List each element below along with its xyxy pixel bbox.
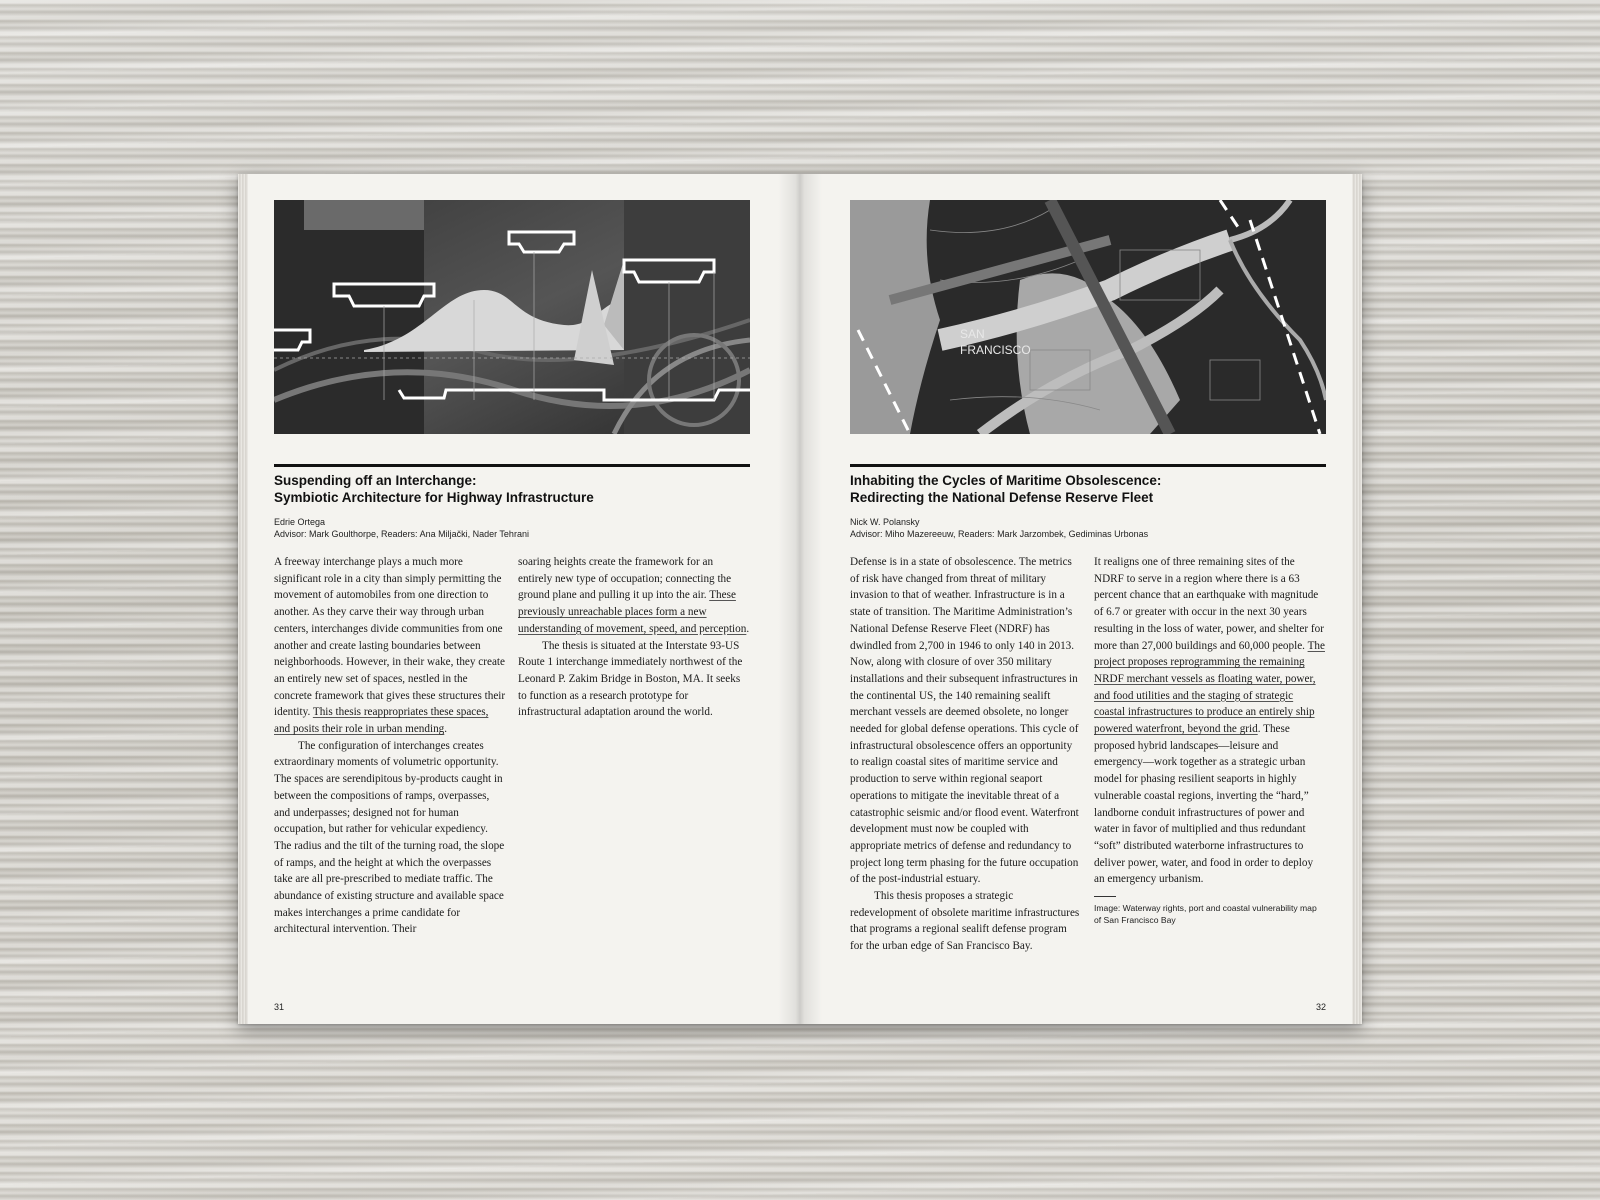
author-name: Edrie Ortega — [274, 517, 326, 527]
advisors: Advisor: Mark Goulthorpe, Readers: Ana Miljački, Nader Tehrani — [274, 529, 529, 539]
article-title-line2: Redirecting the National Defense Reserve Fleet — [850, 490, 1154, 505]
paragraph: The thesis is situated at the Interstate 93-US Route 1 interchange immediately northwest of the Leonard P. Zakim Bridge in Boston, MA. It seeks to function as a research prototype for infrastructural adaptation around the world. — [518, 639, 743, 719]
interchange-section-image — [274, 200, 750, 434]
text-run: . — [746, 622, 750, 635]
text-run: It realigns one of three remaining sites of the NDRF to serve in a region where there is a 63 percent chance that an earthquake with magnitude of 6.7 or greater with occur in the next 30 years resulting in the loss of water, power, and shelter for more than 27,000 buildings and 60,000 people. — [1094, 556, 1324, 652]
text-run: . — [444, 723, 448, 736]
text-run: A freeway interchange plays a much more significant role in a city than simply permitting the movement of automobiles from one direction to another. As they carve their way through urban centers, interchanges divide communities from one another and create lasting boundaries between neighborhoods. However, in their wake, they create an entirely new set of spaces, nestled in the concrete framework that gives these structures their identity. — [274, 556, 506, 719]
article-title-line1: Inhabiting the Cycles of Maritime Obsolescence: — [850, 473, 1162, 488]
page-number: 31 — [274, 1002, 285, 1012]
underlined-text: The project proposes reprogramming the remaining NRDF merchant vessels as floating water, power, and food utilities and the staging of strategic coastal infrastructures to produce an entirely ship powered waterfront, beyond the grid — [1094, 639, 1325, 736]
text-column-2 — [518, 554, 750, 721]
map-label-line1: SAN — [960, 327, 985, 341]
article-title — [850, 472, 1326, 506]
article-title-line2: Symbiotic Architecture for Highway Infrastructure — [274, 490, 594, 505]
author-block — [850, 516, 1326, 540]
paragraph — [518, 554, 750, 638]
underlined-text: This thesis reappropriates these spaces, and posits their role in urban mending — [274, 706, 489, 736]
advisors: Advisor: Miho Mazereeuw, Readers: Mark Jarzombek, Gediminas Urbonas — [850, 529, 1149, 539]
paragraph: Defense is in a state of obsolescence. The metrics of risk have changed from threat of military invasion to that of weather. Infrastructure is in a state of transition. The Maritime Administration’s National Defense Reserve Fleet (NDRF) has dwindled from 2,700 in 1946 to only 140 in 2013. Now, along with closure of over 350 military installations and their subsequent infrastructures in the continental US, the 140 remaining sealift merchant vessels are deemed obsolete, no longer needed for global defense operations. This cycle of infrastructural obsolescence offers an opportunity to realign coastal sites of maritime service and production to serve within regional seaport operations to mitigate the inevitable threat of a catastrophic seismic and/or flood event. Waterfront development must now be coupled with appropriate metrics of defense and redundancy to project long term phasing for the future occupation of the post-industrial estuary. — [850, 556, 1079, 886]
page-edges-left — [238, 174, 248, 1024]
map-label-line2: FRANCISCO — [960, 343, 1031, 357]
text-run: soaring heights create the framework for an entirely new type of occupation; connecting the ground plane and pulling it up into the air. — [518, 556, 732, 602]
caption-rule — [1094, 896, 1116, 897]
paragraph — [1094, 554, 1326, 888]
underlined-text: These previously unreachable places form a new understanding of movement, speed, and perception — [518, 589, 747, 635]
bay-map-image — [850, 200, 1326, 434]
author-block — [274, 516, 750, 540]
left-page — [274, 174, 750, 1024]
author-name: Nick W. Polansky — [850, 517, 920, 527]
text-column-1 — [274, 554, 506, 938]
paragraph — [274, 554, 506, 738]
title-rule — [850, 464, 1326, 467]
text-column-1 — [850, 554, 1082, 955]
page-edges-right — [1352, 174, 1362, 1024]
image-caption: Image: Waterway rights, port and coastal vulnerability map of San Francisco Bay — [1094, 903, 1317, 925]
text-run: . These proposed hybrid landscapes—leisure and emergency—work together as a strategic urban model for phasing resilient seaports in highly vulnerable coastal regions, inverting the “hard,” landborne conduit infrastructures of power and water in favor of multiplied and thus redundant “soft” distributed waterborne infrastructures to deliver power, water, and food in order to deploy an emergency urbanism. — [1094, 723, 1314, 886]
right-page — [850, 174, 1326, 1024]
text-column-2 — [1094, 554, 1326, 926]
book-spread — [238, 174, 1362, 1024]
title-rule — [274, 464, 750, 467]
page-number: 32 — [1315, 1002, 1326, 1012]
article-title — [274, 472, 750, 506]
article-title-line1: Suspending off an Interchange: — [274, 473, 477, 488]
book-gutter — [778, 174, 822, 1024]
paragraph: This thesis proposes a strategic redevelopment of obsolete maritime infrastructures that programs a regional sealift defense program for the urban edge of San Francisco Bay. — [850, 890, 1080, 953]
paragraph: The configuration of interchanges creates extraordinary moments of volumetric opportunity. The spaces are serendipitous by-products caught in between the compositions of ramps, overpasses, and underpasses; designed not for human occupation, but rather for vehicular expediency. The radius and the tilt of the turning road, the slope of ramps, and the height at which the overpasses take are all pre-prescribed to mediate traffic. The abundance of existing structure and available space makes interchanges a prime candidate for architectural intervention. Their — [274, 739, 505, 936]
